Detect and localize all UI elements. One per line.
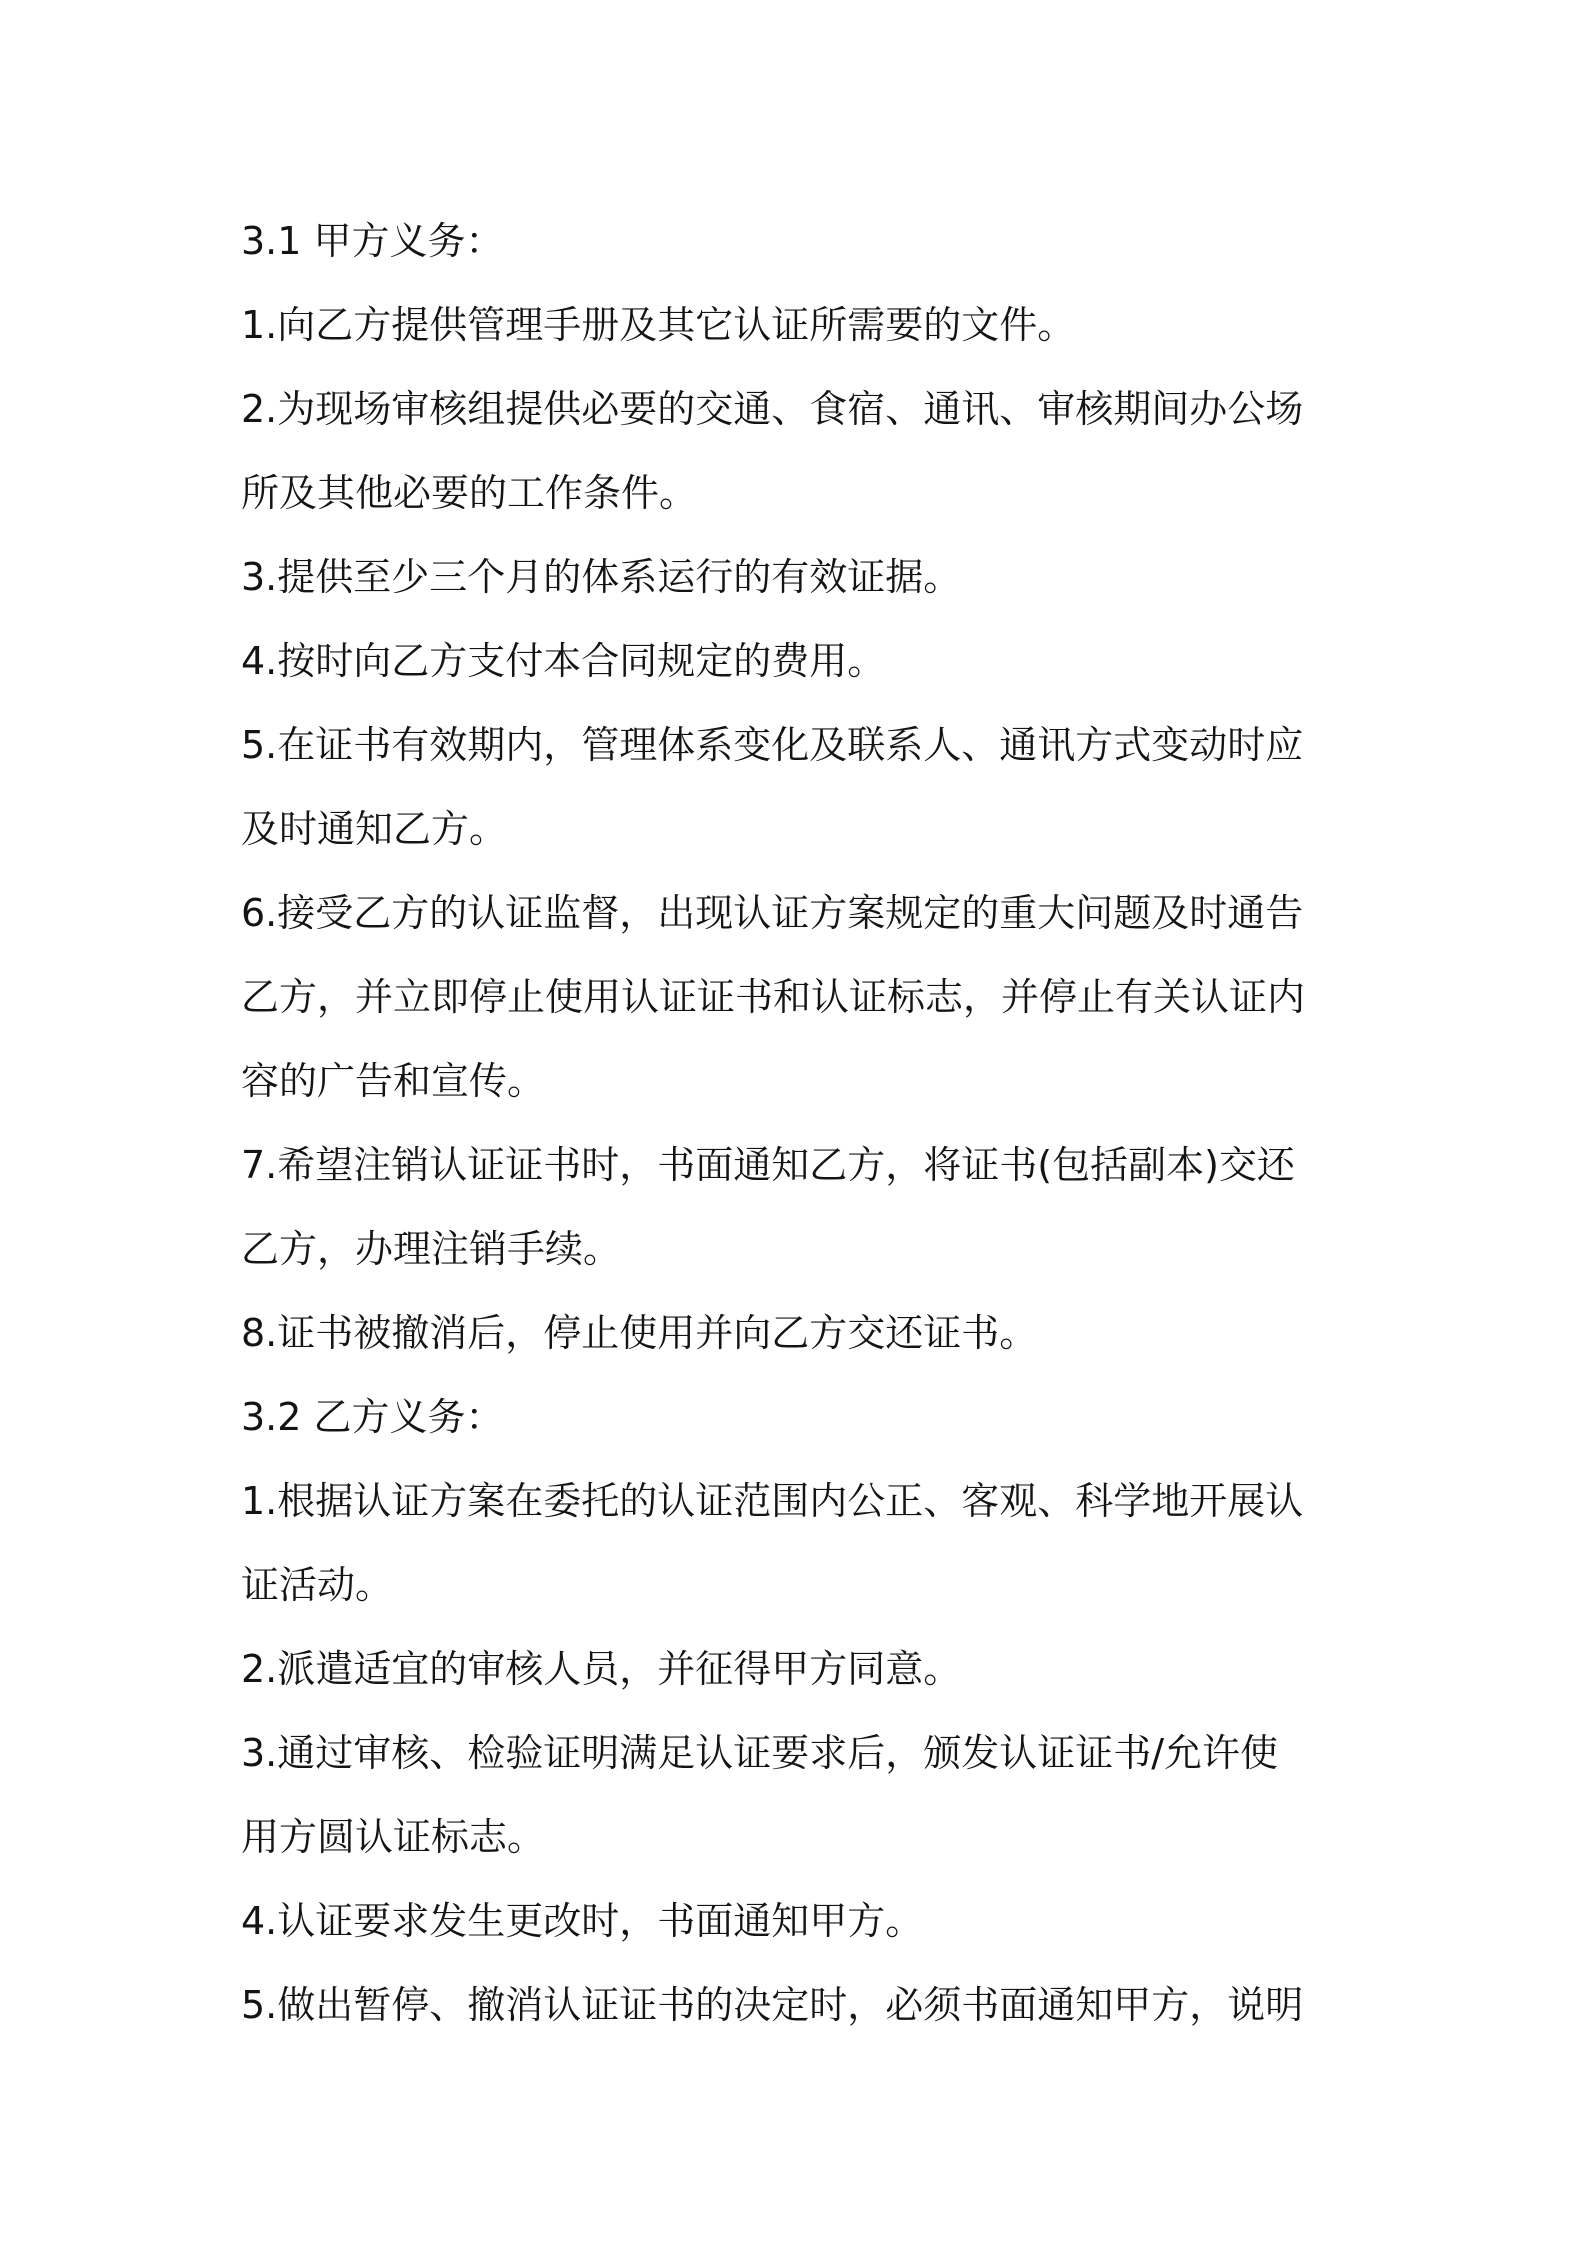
party-a-clause-7-line-2: 乙方，办理注销手续。 bbox=[241, 1227, 622, 1271]
party-a-clause-6-line-1: 6.接受乙方的认证监督，出现认证方案规定的重大问题及时通告 bbox=[241, 891, 1304, 935]
party-a-clause-2-line-1: 2.为现场审核组提供必要的交通、食宿、通讯、审核期间办公场 bbox=[241, 387, 1304, 431]
party-b-clause-4: 4.认证要求发生更改时，书面通知甲方。 bbox=[241, 1899, 924, 1943]
party-a-clause-4: 4.按时向乙方支付本合同规定的费用。 bbox=[241, 639, 886, 683]
party-b-clause-2: 2.派遣适宜的审核人员，并征得甲方同意。 bbox=[241, 1647, 962, 1691]
party-a-clause-6-line-3: 容的广告和宣传。 bbox=[241, 1059, 546, 1103]
party-b-clause-1-line-2: 证活动。 bbox=[241, 1563, 394, 1607]
document-body bbox=[241, 199, 1361, 2047]
party-b-clause-3-line-2: 用方圆认证标志。 bbox=[241, 1815, 546, 1859]
party-b-clause-5-line-1: 5.做出暂停、撤消认证证书的决定时，必须书面通知甲方，说明 bbox=[241, 1983, 1304, 2027]
party-a-clause-2-line-2: 所及其他必要的工作条件。 bbox=[241, 471, 698, 515]
party-a-clause-5-line-2: 及时通知乙方。 bbox=[241, 807, 508, 851]
party-b-clause-3-line-1: 3.通过审核、检验证明满足认证要求后，颁发认证证书/允许使 bbox=[241, 1731, 1279, 1775]
section-heading-party-a: 3.1 甲方义务： bbox=[241, 219, 504, 263]
party-a-clause-1: 1.向乙方提供管理手册及其它认证所需要的文件。 bbox=[241, 303, 1076, 347]
party-a-clause-5-line-1: 5.在证书有效期内，管理体系变化及联系人、通讯方式变动时应 bbox=[241, 723, 1304, 767]
party-a-clause-7-line-1: 7.希望注销认证证书时，书面通知乙方，将证书(包括副本)交还 bbox=[241, 1143, 1295, 1187]
section-heading-party-b: 3.2 乙方义务： bbox=[241, 1395, 504, 1439]
party-a-clause-8: 8.证书被撤消后，停止使用并向乙方交还证书。 bbox=[241, 1311, 1038, 1355]
party-a-clause-6-line-2: 乙方，并立即停止使用认证证书和认证标志，并停止有关认证内 bbox=[241, 975, 1306, 1019]
party-a-clause-3: 3.提供至少三个月的体系运行的有效证据。 bbox=[241, 555, 962, 599]
party-b-clause-1-line-1: 1.根据认证方案在委托的认证范围内公正、客观、科学地开展认 bbox=[241, 1479, 1304, 1523]
